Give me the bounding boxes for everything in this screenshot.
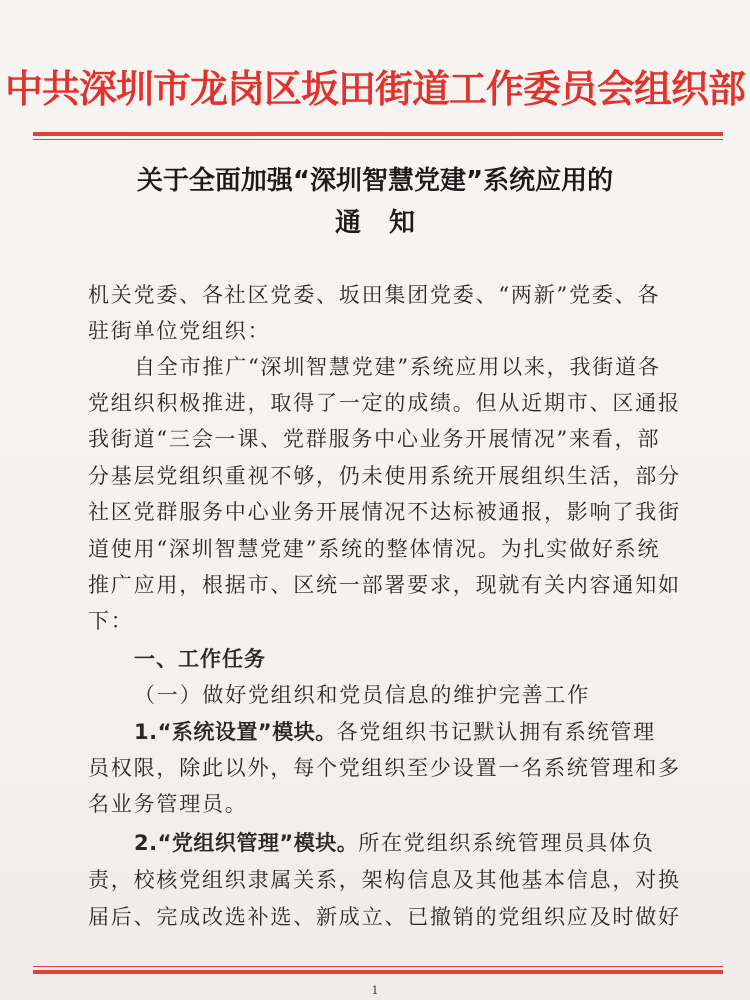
item1-first-line — [134, 718, 714, 746]
item2-label: 2.“党组织管理”模块。 — [134, 831, 359, 855]
item2-first-line — [134, 829, 714, 857]
item2-line2: 责，校核党组织隶属关系，架构信息及其他基本信息，对换 — [88, 868, 681, 892]
page-number: 1 — [371, 984, 379, 997]
footer-rule-thick — [33, 970, 723, 974]
body-line: 党组织积极推进，取得了一定的成绩。但从近期市、区通报 — [88, 391, 681, 415]
item2-line3: 届后、完成改选补选、新成立、已撤销的党组织应及时做好 — [88, 905, 681, 929]
section-heading: 一、工作任务 — [134, 647, 266, 671]
addressee-line1: 机关党委、各社区党委、坂田集团党委、“两新”党委、各 — [88, 283, 661, 307]
body-line: 推广应用，根据市、区统一部署要求，现就有关内容通知如 — [88, 573, 681, 597]
header-rule-thick — [33, 132, 723, 136]
issuing-authority-header: 中共深圳市龙岗区坂田街道工作委员会组织部 — [4, 67, 745, 111]
addressee-line2: 驻街单位党组织： — [88, 319, 271, 343]
document-title-line1: 关于全面加强“深圳智慧党建”系统应用的 — [136, 166, 614, 196]
body-line: 下： — [88, 609, 134, 633]
body-line: 道使用“深圳智慧党建”系统的整体情况。为扎实做好系统 — [88, 537, 661, 561]
body-line: 社区党群服务中心业务开展情况不达标被通报，影响了我街 — [88, 500, 681, 524]
item1-line2: 员权限，除此以外，每个党组织至少设置一名系统管理和多 — [88, 756, 681, 780]
item1-line3: 名业务管理员。 — [88, 792, 248, 816]
subsection-heading: （一）做好党组织和党员信息的维护完善工作 — [134, 683, 590, 707]
header-rule-thin — [33, 139, 723, 140]
item1-label: 1.“系统设置”模块。 — [134, 720, 337, 744]
item2-text: 所在党组织系统管理员具体负 — [358, 831, 655, 855]
body-line: 我街道“三会一课、党群服务中心业务开展情况”来看，部 — [88, 427, 661, 451]
document-title-line2: 通知 — [334, 208, 443, 238]
item1-text: 各党组织书记默认拥有系统管理 — [336, 720, 656, 744]
footer-rule-thin — [33, 966, 723, 967]
body-line: 分基层党组织重视不够，仍未使用系统开展组织生活，部分 — [88, 464, 681, 488]
body-line: 自全市推广“深圳智慧党建”系统应用以来，我街道各 — [134, 355, 661, 379]
